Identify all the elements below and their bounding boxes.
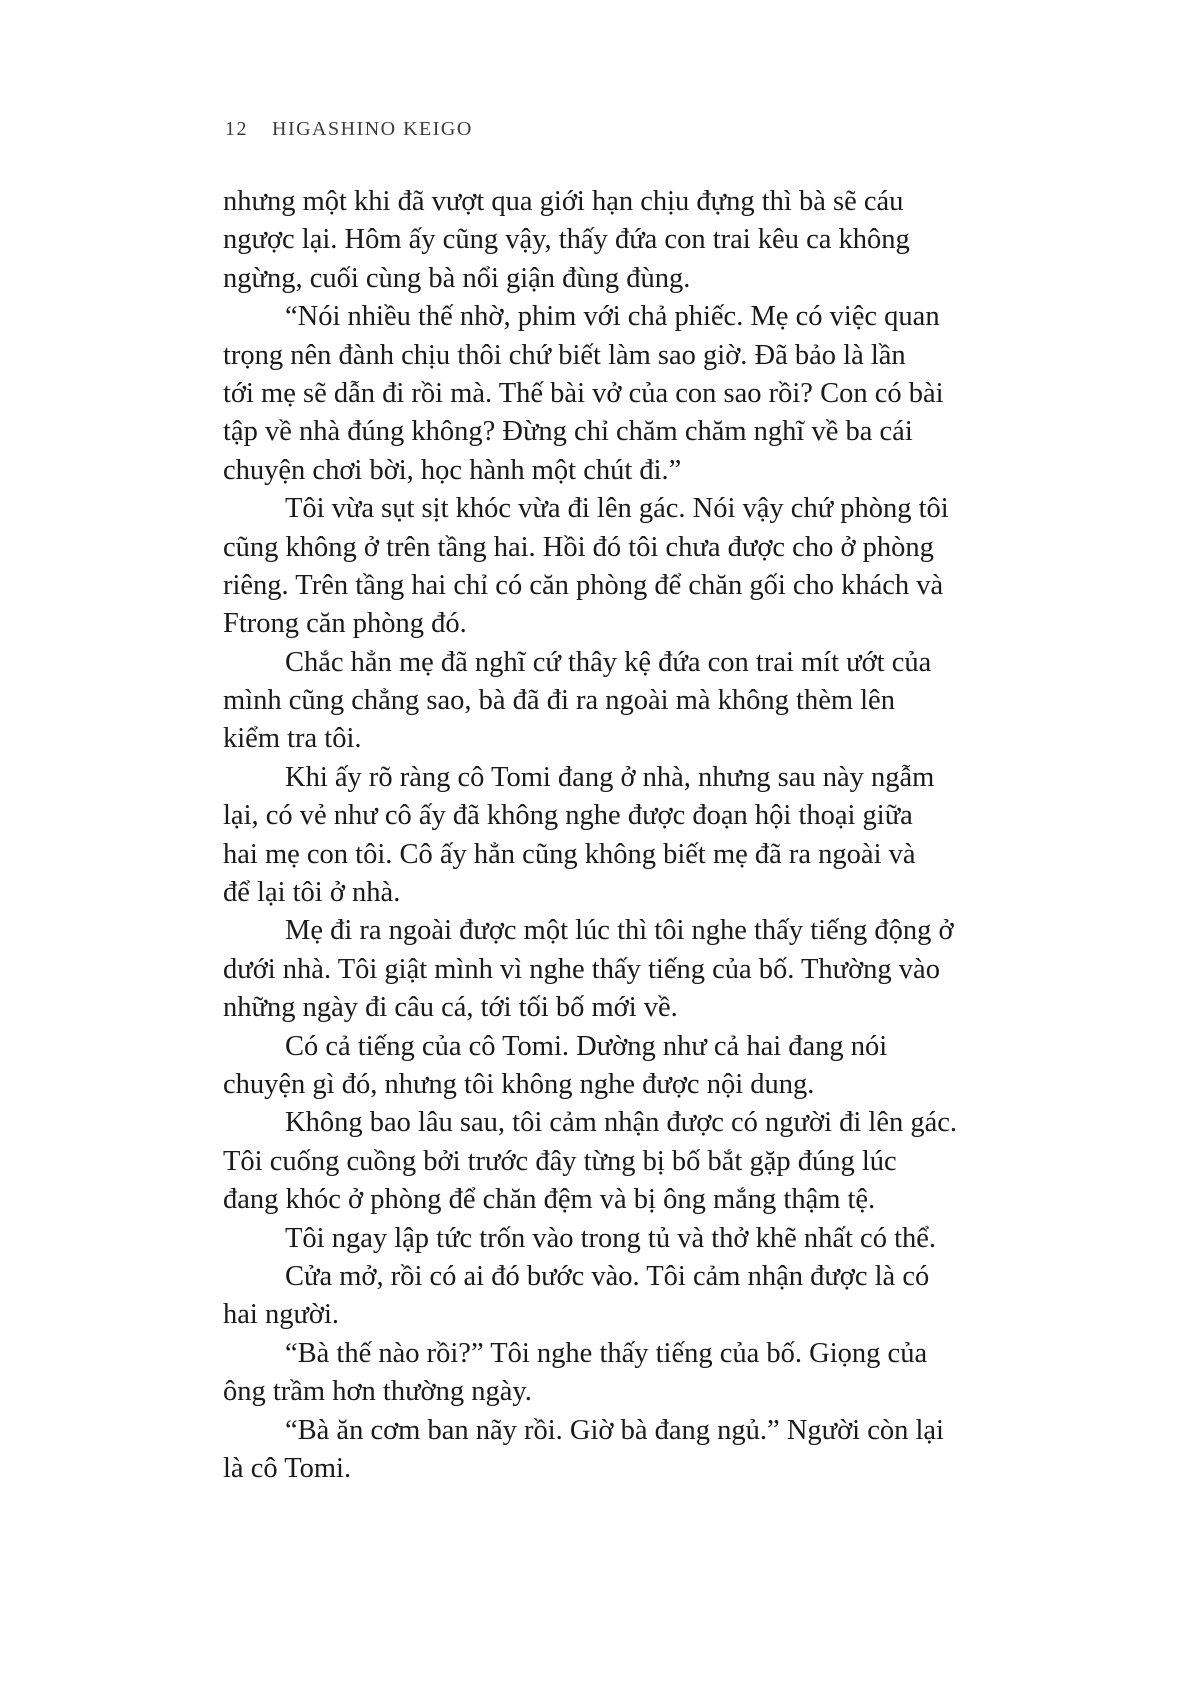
text-line: “Bà ăn cơm ban nãy rồi. Giờ bà đang ngủ.” Người còn lại [285,1414,944,1446]
text-line: nhưng một khi đã vượt qua giới hạn chịu đựng thì bà sẽ cáu [223,186,904,217]
text-line: “Bà thế nào rồi?” Tôi nghe thấy tiếng của bố. Giọng của [285,1337,928,1369]
text-line: ngược lại. Hôm ấy cũng vậy, thấy đứa con trai kêu ca không [223,224,910,256]
text-line: Khi ấy rõ ràng cô Tomi đang ở nhà, nhưng sau này ngẫm [285,761,935,793]
text-line: tập về nhà đúng không? Đừng chỉ chăm chăm nghĩ về ba cái [223,416,913,448]
text-line: hai người. [223,1299,340,1331]
body-text [223,183,991,1488]
text-line: để lại tôi ở nhà. [223,877,401,909]
text-line: chuyện gì đó, nhưng tôi không nghe được nội dung. [223,1068,815,1100]
text-line: cũng không ở trên tầng hai. Hồi đó tôi chưa được cho ở phòng [223,531,934,563]
text-line: dưới nhà. Tôi giật mình vì nghe thấy tiếng của bố. Thường vào [223,953,940,985]
text-line: Tôi ngay lập tức trốn vào trong tủ và thở khẽ nhất có thể. [285,1222,937,1254]
text-line: mình cũng chẳng sao, bà đã đi ra ngoài mà không thèm lên [223,685,895,717]
text-line: hai mẹ con tôi. Cô ấy hẳn cũng không biết mẹ đã ra ngoài và [223,838,916,870]
text-line: trọng nên đành chịu thôi chứ biết làm sao giờ. Đã bảo là lần [223,339,906,371]
text-line: Tôi cuống cuồng bởi trước đây từng bị bố bắt gặp đúng lúc [223,1145,897,1177]
text-line: Mẹ đi ra ngoài được một lúc thì tôi nghe thấy tiếng động ở [285,915,954,947]
text-line: ngừng, cuối cùng bà nổi giận đùng đùng. [223,262,691,294]
text-line: Tôi vừa sụt sịt khóc vừa đi lên gác. Nói vậy chứ phòng tôi [285,493,949,525]
text-line: chuyện chơi bời, học hành một chút đi.” [223,454,682,486]
text-line: Có cả tiếng của cô Tomi. Dường như cả hai đang nói [285,1030,888,1062]
text-line: Cửa mở, rồi có ai đó bước vào. Tôi cảm nhận được là có [285,1260,930,1292]
text-line: lại, có vẻ như cô ấy đã không nghe được đoạn hội thoại giữa [223,800,913,832]
text-line: những ngày đi câu cá, tới tối bố mới về. [223,992,678,1024]
text-line: kiểm tra tôi. [223,723,362,755]
text-line: là cô Tomi. [223,1452,352,1484]
running-header [225,118,473,141]
text-line: đang khóc ở phòng để chăn đệm và bị ông mắng thậm tệ. [223,1184,876,1216]
text-line: ông trầm hơn thường ngày. [223,1376,532,1408]
text-line: Chắc hẳn mẹ đã nghĩ cứ thây kệ đứa con trai mít ướt của [285,646,932,678]
text-line: riêng. Trên tầng hai chỉ có căn phòng để chăn gối cho khách và [223,569,944,601]
text-line: tới mẹ sẽ dẫn đi rồi mà. Thế bài vở của con sao rồi? Con có bài [223,377,944,409]
text-line: Không bao lâu sau, tôi cảm nhận được có người đi lên gác. [285,1107,958,1139]
author-name: HIGASHINO KEIGO [272,118,473,140]
text-line: Ftrong căn phòng đó. [223,608,467,640]
text-line: “Nói nhiều thế nhờ, phim với chả phiếc. Mẹ có việc quan [285,301,940,333]
page-number: 12 [225,118,248,140]
